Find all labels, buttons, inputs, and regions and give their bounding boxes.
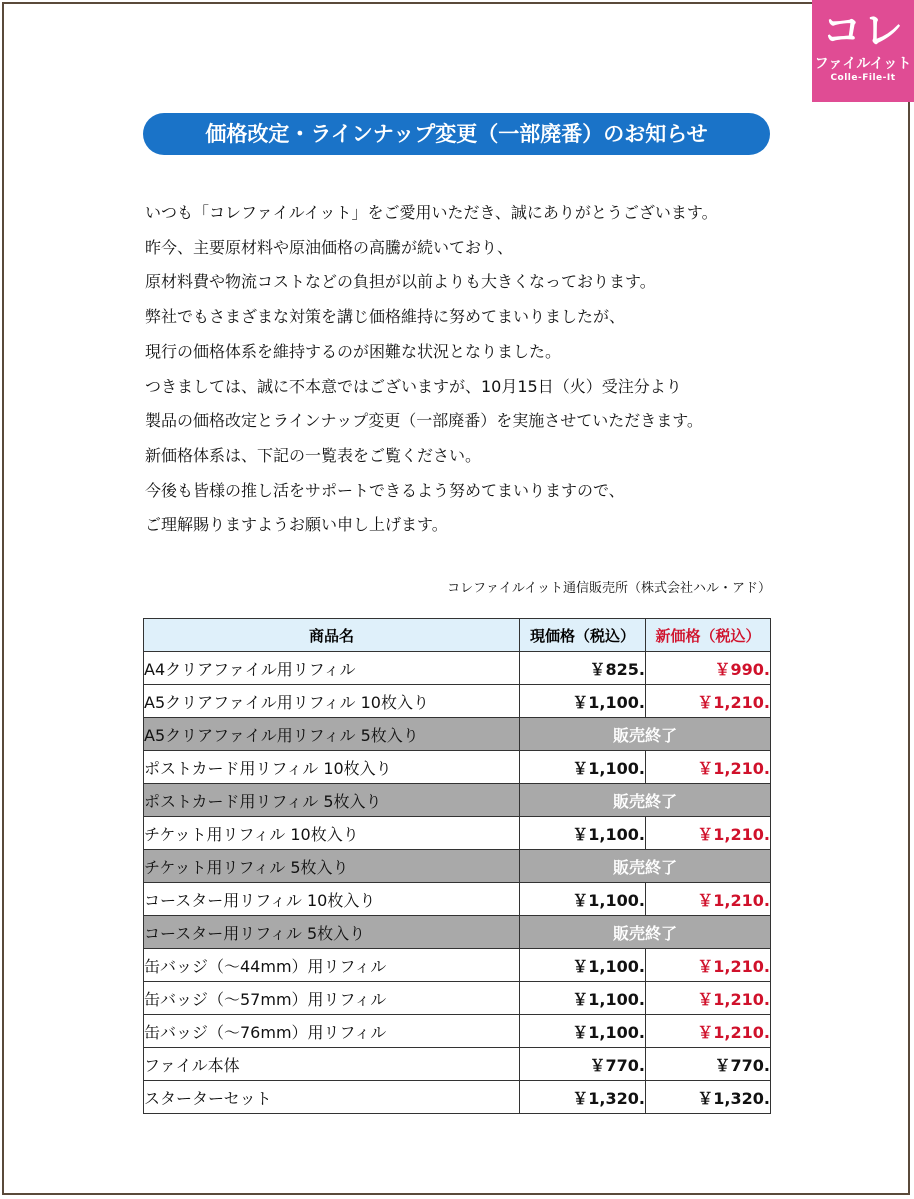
brand-logo <box>812 0 914 102</box>
product-name-cell: ファイル本体 <box>144 1048 520 1081</box>
table-row <box>144 784 771 817</box>
new-price-cell: ￥1,210. <box>646 751 771 784</box>
table-row <box>144 817 771 850</box>
new-price-cell: ￥1,210. <box>646 982 771 1015</box>
product-name-cell: スターターセット <box>144 1081 520 1114</box>
body-line: 昨今、主要原材料や原油価格の高騰が続いており、 <box>145 237 514 257</box>
price-table <box>143 618 771 1114</box>
body-line: 今後も皆様の推し活をサポートできるよう努めてまいりますので、 <box>145 480 625 500</box>
current-price-cell: ￥1,320. <box>520 1081 646 1114</box>
product-name-cell: コースター用リフィル 5枚入り <box>144 916 520 949</box>
product-name-cell: A5クリアファイル用リフィル 5枚入り <box>144 718 520 751</box>
current-price-cell: ￥1,100. <box>520 685 646 718</box>
discontinued-label: 販売終了 <box>520 850 771 883</box>
new-price-cell: ￥1,210. <box>646 883 771 916</box>
header-product-name: 商品名 <box>144 619 520 652</box>
table-row <box>144 751 771 784</box>
current-price-cell: ￥1,100. <box>520 883 646 916</box>
new-price-cell: ￥1,210. <box>646 685 771 718</box>
current-price-cell: ￥1,100. <box>520 982 646 1015</box>
table-row <box>144 1015 771 1048</box>
product-name-cell: コースター用リフィル 10枚入り <box>144 883 520 916</box>
product-name-cell: A4クリアファイル用リフィル <box>144 652 520 685</box>
discontinued-label: 販売終了 <box>520 718 771 751</box>
discontinued-label: 販売終了 <box>520 916 771 949</box>
table-row <box>144 1048 771 1081</box>
notice-title: 価格改定・ラインナップ変更（一部廃番）のお知らせ <box>143 113 770 155</box>
table-row <box>144 949 771 982</box>
current-price-cell: ￥770. <box>520 1048 646 1081</box>
company-name: コレファイルイット通信販売所（株式会社ハル・アド） <box>447 581 771 596</box>
body-line: 製品の価格改定とラインナップ変更（一部廃番）を実施させていただきます。 <box>145 411 703 431</box>
table-row <box>144 982 771 1015</box>
body-line: 新価格体系は、下記の一覧表をご覧ください。 <box>145 445 482 465</box>
current-price-cell: ￥1,100. <box>520 1015 646 1048</box>
logo-en-text: Colle-File-It <box>830 73 896 83</box>
body-line: 原材料費や物流コストなどの負担が以前よりも大きくなっております。 <box>145 272 656 292</box>
table-row <box>144 685 771 718</box>
new-price-cell: ￥1,210. <box>646 817 771 850</box>
notice-body <box>145 196 795 543</box>
header-new-price: 新価格（税込） <box>646 619 771 652</box>
new-price-cell: ￥990. <box>646 652 771 685</box>
table-row <box>144 718 771 751</box>
body-line: 弊社でもさまざまな対策を講じ価格維持に努めてまいりましたが、 <box>145 307 626 327</box>
current-price-cell: ￥1,100. <box>520 817 646 850</box>
table-row <box>144 850 771 883</box>
body-line: ご理解賜りますようお願い申し上げます。 <box>145 515 448 535</box>
current-price-cell: ￥1,100. <box>520 751 646 784</box>
product-name-cell: 缶バッジ（〜76mm）用リフィル <box>144 1015 520 1048</box>
product-name-cell: チケット用リフィル 10枚入り <box>144 817 520 850</box>
new-price-cell: ￥1,210. <box>646 1015 771 1048</box>
product-name-cell: ポストカード用リフィル 5枚入り <box>144 784 520 817</box>
current-price-cell: ￥825. <box>520 652 646 685</box>
body-line: いつも「コレファイルイット」をご愛用いただき、誠にありがとうございます。 <box>145 203 718 222</box>
body-line: 現行の価格体系を維持するのが困難な状況となりました。 <box>145 341 562 361</box>
logo-main-text: コレ <box>822 8 904 54</box>
product-name-cell: チケット用リフィル 5枚入り <box>144 850 520 883</box>
logo-sub-text: ファイルイット <box>814 56 912 72</box>
new-price-cell: ￥1,320. <box>646 1081 771 1114</box>
table-header-row <box>144 619 771 652</box>
table-row <box>144 883 771 916</box>
product-name-cell: A5クリアファイル用リフィル 10枚入り <box>144 685 520 718</box>
product-name-cell: 缶バッジ（〜57mm）用リフィル <box>144 982 520 1015</box>
new-price-cell: ￥770. <box>646 1048 771 1081</box>
current-price-cell: ￥1,100. <box>520 949 646 982</box>
table-row <box>144 652 771 685</box>
product-name-cell: 缶バッジ（〜44mm）用リフィル <box>144 949 520 982</box>
table-row <box>144 1081 771 1114</box>
product-name-cell: ポストカード用リフィル 10枚入り <box>144 751 520 784</box>
discontinued-label: 販売終了 <box>520 784 771 817</box>
body-line: つきましては、誠に不本意ではございますが、10月15日（火）受注分より <box>145 376 682 396</box>
table-row <box>144 916 771 949</box>
header-current-price: 現価格（税込） <box>520 619 646 652</box>
new-price-cell: ￥1,210. <box>646 949 771 982</box>
